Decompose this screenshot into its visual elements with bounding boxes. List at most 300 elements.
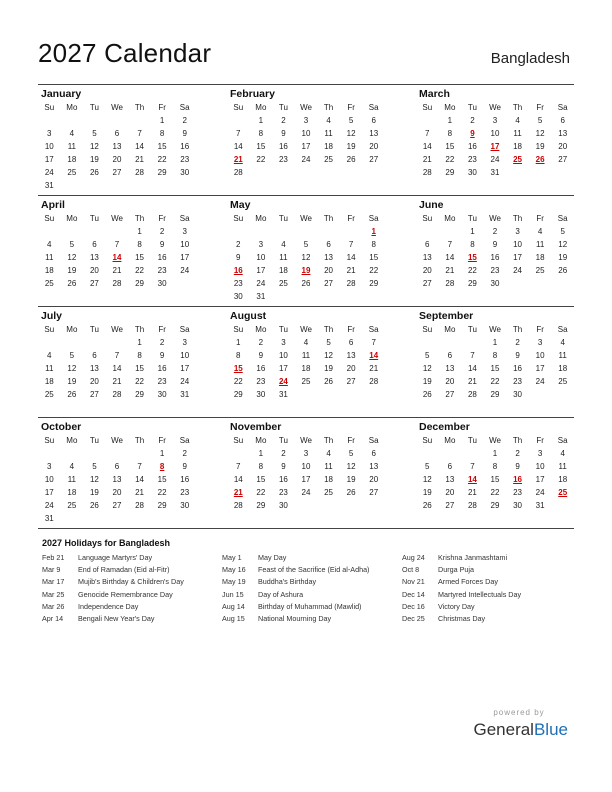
week-row (416, 473, 574, 486)
day-cell: 27 (369, 155, 379, 164)
holiday-date: Dec 25 (402, 613, 425, 623)
day-cell: 1 (447, 116, 453, 125)
day-cell: 7 (470, 462, 475, 471)
day-cell: 26 (324, 377, 334, 386)
day-cell: 14 (233, 142, 243, 151)
day-cell: 23 (157, 377, 167, 386)
day-cell: 9 (281, 129, 286, 138)
month-december (416, 420, 574, 528)
day-cell: 19 (346, 475, 356, 484)
day-cell: 18 (558, 364, 568, 373)
day-cell: 19 (535, 142, 545, 151)
week-row (38, 225, 196, 238)
day-cell: 20 (445, 488, 455, 497)
weekday-header (227, 101, 385, 114)
day-cell: 21 (467, 377, 477, 386)
day-cell: 5 (326, 338, 331, 347)
day-cell: 18 (301, 364, 311, 373)
empty-cell (250, 166, 273, 179)
day-cell: 4 (515, 116, 520, 125)
weekday-header (416, 434, 574, 447)
day-cell: 27 (422, 279, 432, 288)
empty-cell (272, 225, 295, 238)
holiday-date: Jun 15 (222, 589, 244, 599)
day-cell: 10 (44, 142, 54, 151)
day-cell: 4 (326, 116, 331, 125)
day-cell: 19 (558, 253, 568, 262)
day-cell: 2 (515, 338, 520, 347)
day-cell: 3 (182, 227, 187, 236)
day-cell: 12 (558, 240, 568, 249)
day-cell: 21 (467, 488, 477, 497)
empty-cell (106, 512, 129, 525)
day-cell: 10 (535, 351, 545, 360)
holiday-name: Durga Puja (438, 565, 474, 575)
day-cell: 4 (537, 227, 543, 236)
day-cell: 23 (490, 266, 500, 275)
day-cell: 22 (233, 377, 243, 386)
day-cell: 1 (236, 338, 241, 347)
weekday-label: Fr (536, 436, 544, 445)
day-cell: 10 (513, 240, 523, 249)
day-cell: 7 (114, 351, 120, 360)
day-cell: 19 (67, 377, 77, 386)
day-cell: 2 (159, 338, 165, 347)
day-cell: 8 (159, 129, 165, 138)
day-cell: 29 (490, 501, 500, 510)
day-cell: 28 (445, 279, 455, 288)
country-name: Bangladesh (490, 50, 570, 67)
day-cell: 22 (467, 266, 477, 275)
weekday-header (38, 212, 196, 225)
month-name: January (41, 88, 82, 100)
weekday-label: Mo (66, 214, 78, 223)
weekday-label: Sa (557, 436, 568, 445)
day-cell: 28 (233, 501, 243, 510)
holiday-item (402, 601, 582, 613)
day-cell: 16 (157, 253, 167, 262)
day-cell: 3 (492, 116, 498, 125)
holiday-name: Victory Day (438, 601, 475, 611)
day-cell: 6 (92, 240, 97, 249)
day-cell: 4 (47, 351, 52, 360)
day-cell: 18 (67, 488, 77, 497)
holiday-name: Mujib's Birthday & Children's Day (78, 577, 184, 587)
day-cell: 5 (425, 351, 430, 360)
day-cell: 29 (135, 279, 145, 288)
day-cell: 26 (89, 501, 99, 510)
day-cell: 19 (422, 488, 432, 497)
day-cell: 31 (256, 292, 266, 301)
weekday-label: Mo (444, 325, 456, 334)
day-cell: 31 (180, 390, 190, 399)
holiday-date: Aug 14 (222, 601, 245, 611)
holiday-list (42, 552, 582, 625)
holidays-title: 2027 Holidays for Bangladesh (42, 538, 171, 548)
empty-cell (61, 447, 84, 460)
day-cell: 25 (513, 155, 523, 164)
day-cell: 5 (348, 116, 354, 125)
day-cell: 18 (558, 475, 568, 484)
day-cell: 29 (157, 501, 167, 510)
day-cell: 24 (490, 155, 500, 164)
day-cell: 17 (44, 488, 54, 497)
day-cell: 13 (445, 475, 455, 484)
empty-cell (83, 447, 106, 460)
generalblue-logo[interactable] (473, 720, 568, 740)
day-cell: 5 (69, 351, 75, 360)
day-cell: 22 (256, 488, 266, 497)
holiday-name: Armed Forces Day (438, 577, 498, 587)
week-row (416, 277, 574, 290)
week-row (416, 153, 574, 166)
day-cell: 30 (157, 390, 167, 399)
day-cell: 21 (135, 155, 145, 164)
day-cell: 14 (445, 253, 455, 262)
weekday-header (38, 323, 196, 336)
day-cell: 28 (233, 168, 243, 177)
day-cell: 29 (256, 501, 266, 510)
month-january (38, 87, 196, 195)
holiday-item (402, 564, 582, 576)
empty-cell (83, 225, 106, 238)
week-row (227, 225, 385, 238)
day-cell: 22 (256, 155, 266, 164)
day-cell: 15 (233, 364, 243, 373)
weekday-label: Su (422, 436, 433, 445)
day-cell: 6 (114, 462, 120, 471)
day-cell: 3 (47, 129, 52, 138)
day-cell: 7 (447, 240, 453, 249)
month-october (38, 420, 196, 528)
weekday-label: Tu (278, 214, 288, 223)
week-row (38, 251, 196, 264)
weekday-label: Th (512, 325, 523, 334)
day-cell: 21 (346, 266, 356, 275)
day-cell: 20 (422, 266, 432, 275)
day-cell: 31 (535, 501, 545, 510)
day-cell: 11 (513, 129, 522, 138)
day-cell: 8 (258, 462, 264, 471)
day-cell: 10 (535, 462, 545, 471)
month-name: July (41, 310, 63, 322)
day-cell: 14 (467, 364, 477, 373)
day-cell: 7 (236, 462, 241, 471)
day-cell: 14 (112, 253, 122, 262)
weekday-label: Fr (536, 325, 544, 334)
weekday-header (416, 212, 574, 225)
month-july (38, 309, 196, 417)
week-row (38, 336, 196, 349)
week-row (227, 153, 385, 166)
day-cell: 18 (513, 142, 523, 151)
week-row (38, 140, 196, 153)
week-row (38, 153, 196, 166)
day-cell: 6 (371, 449, 376, 458)
month-name: December (419, 421, 470, 433)
holiday-name: End of Ramadan (Eid al-Fitr) (78, 565, 170, 575)
week-row (38, 388, 196, 401)
day-cell: 24 (513, 266, 523, 275)
day-cell: 5 (69, 240, 75, 249)
day-cell: 4 (281, 240, 286, 249)
empty-cell (529, 388, 552, 401)
day-cell: 25 (324, 488, 334, 497)
day-cell: 9 (159, 351, 165, 360)
day-cell: 9 (182, 129, 187, 138)
day-cell: 22 (157, 155, 167, 164)
weekday-label: Su (44, 325, 55, 334)
day-cell: 18 (324, 142, 334, 151)
weekday-label: Fr (536, 103, 544, 112)
weekday-label: Fr (347, 214, 355, 223)
holiday-name: National Mourning Day (258, 613, 332, 623)
week-row (416, 499, 574, 512)
empty-cell (416, 336, 439, 349)
day-cell: 24 (535, 488, 545, 497)
holiday-name: Krishna Janmashtami (438, 553, 508, 562)
month-march (416, 87, 574, 195)
quarter-row (38, 306, 574, 417)
empty-cell (38, 447, 61, 460)
weekday-label: Tu (89, 214, 99, 223)
holiday-date: Oct 8 (402, 565, 420, 575)
day-cell: 30 (467, 168, 477, 177)
day-cell: 23 (467, 155, 477, 164)
empty-cell (151, 512, 174, 525)
day-cell: 30 (490, 279, 500, 288)
day-cell: 26 (67, 390, 77, 399)
day-cell: 8 (159, 462, 165, 471)
day-cell: 13 (112, 475, 122, 484)
day-cell: 1 (137, 338, 142, 347)
day-cell: 2 (236, 240, 241, 249)
weekday-label: Fr (158, 436, 166, 445)
weekday-label: Th (323, 214, 334, 223)
day-cell: 16 (157, 364, 167, 373)
day-cell: 25 (324, 155, 334, 164)
week-row (38, 375, 196, 388)
weekday-label: Su (44, 436, 55, 445)
week-row (38, 512, 196, 525)
empty-cell (83, 179, 106, 192)
month-name: November (230, 421, 282, 433)
day-cell: 17 (513, 253, 523, 262)
empty-cell (439, 447, 462, 460)
day-cell: 14 (346, 253, 356, 262)
day-cell: 3 (303, 116, 309, 125)
day-cell: 5 (425, 462, 430, 471)
empty-cell (506, 277, 529, 290)
day-cell: 18 (67, 155, 77, 164)
weekday-header (227, 323, 385, 336)
week-row (416, 460, 574, 473)
day-cell: 21 (445, 266, 455, 275)
weekday-label: Th (512, 214, 523, 223)
week-row (227, 447, 385, 460)
day-cell: 23 (256, 377, 266, 386)
day-cell: 1 (470, 227, 475, 236)
day-cell: 22 (490, 488, 500, 497)
holiday-name: Day of Ashura (258, 589, 304, 599)
weekday-label: Su (233, 325, 244, 334)
day-cell: 15 (490, 475, 500, 484)
day-cell: 11 (67, 475, 76, 484)
week-row (227, 349, 385, 362)
day-cell: 6 (425, 240, 430, 249)
week-row (227, 290, 385, 303)
weekday-label: Tu (89, 436, 99, 445)
day-cell: 12 (89, 475, 99, 484)
day-cell: 8 (258, 129, 264, 138)
weekday-label: We (300, 214, 312, 223)
day-cell: 26 (89, 168, 99, 177)
day-cell: 13 (445, 364, 455, 373)
week-row (38, 486, 196, 499)
week-row (227, 486, 385, 499)
day-cell: 8 (371, 240, 376, 249)
week-row (38, 460, 196, 473)
weekday-label: Th (134, 214, 145, 223)
day-cell: 1 (258, 116, 264, 125)
weekday-label: Th (134, 436, 145, 445)
day-cell: 22 (445, 155, 455, 164)
holiday-item (42, 613, 222, 625)
weekday-label: Sa (557, 325, 568, 334)
month-name: August (230, 310, 267, 322)
weekday-label: We (489, 325, 501, 334)
day-cell: 28 (369, 377, 379, 386)
holiday-date: Mar 9 (42, 565, 61, 575)
holiday-date: Feb 21 (42, 553, 65, 562)
month-may (227, 198, 385, 306)
week-row (416, 362, 574, 375)
day-cell: 25 (67, 501, 77, 510)
holiday-date: Nov 21 (402, 577, 425, 587)
empty-cell (416, 114, 439, 127)
week-row (227, 460, 385, 473)
holiday-item (402, 589, 582, 601)
empty-cell (128, 512, 151, 525)
day-cell: 29 (467, 279, 477, 288)
empty-cell (551, 277, 574, 290)
day-cell: 23 (157, 266, 167, 275)
week-row (227, 114, 385, 127)
weekday-label: Tu (278, 325, 288, 334)
empty-cell (83, 114, 106, 127)
weekday-label: Sa (557, 103, 568, 112)
day-cell: 28 (467, 390, 477, 399)
day-cell: 17 (278, 364, 288, 373)
day-cell: 26 (422, 390, 432, 399)
week-row (38, 166, 196, 179)
empty-cell (340, 388, 363, 401)
quarter-row (38, 84, 574, 195)
day-cell: 27 (445, 501, 455, 510)
day-cell: 10 (256, 253, 266, 262)
week-row (416, 336, 574, 349)
day-cell: 5 (537, 116, 543, 125)
day-cell: 24 (44, 501, 54, 510)
weekday-label: Tu (89, 103, 99, 112)
day-cell: 13 (89, 364, 99, 373)
empty-cell (61, 512, 84, 525)
empty-cell (340, 499, 363, 512)
holiday-name: Language Martyrs' Day (78, 553, 153, 562)
day-cell: 16 (513, 475, 523, 484)
week-row (227, 375, 385, 388)
week-row (227, 238, 385, 251)
day-cell: 23 (278, 155, 288, 164)
day-cell: 27 (369, 488, 379, 497)
weekday-header (416, 323, 574, 336)
day-cell: 8 (470, 240, 475, 249)
day-cell: 9 (515, 462, 520, 471)
day-cell: 26 (346, 155, 356, 164)
week-row (416, 486, 574, 499)
empty-cell (317, 225, 340, 238)
day-cell: 7 (371, 338, 376, 347)
week-row (38, 447, 196, 460)
week-row (416, 127, 574, 140)
weekday-label: We (111, 436, 123, 445)
month-september (416, 309, 574, 417)
day-cell: 30 (180, 168, 190, 177)
weekday-label: Tu (278, 103, 288, 112)
day-cell: 18 (44, 377, 54, 386)
holiday-date: Dec 14 (402, 589, 425, 599)
weekday-header (416, 101, 574, 114)
day-cell: 24 (301, 155, 311, 164)
empty-cell (128, 114, 151, 127)
weekday-header (227, 434, 385, 447)
weekday-label: Mo (66, 103, 78, 112)
weekday-label: Sa (179, 436, 190, 445)
empty-cell (61, 336, 84, 349)
month-june (416, 198, 574, 306)
day-cell: 26 (67, 279, 77, 288)
weekday-label: Mo (255, 214, 267, 223)
day-cell: 12 (422, 475, 432, 484)
day-cell: 29 (445, 168, 455, 177)
week-row (227, 336, 385, 349)
weekday-label: Th (134, 103, 145, 112)
day-cell: 16 (467, 142, 477, 151)
weekday-label: Tu (278, 436, 288, 445)
weekday-label: Su (422, 214, 433, 223)
day-cell: 1 (492, 449, 498, 458)
weekday-label: We (489, 436, 501, 445)
year-grid (38, 84, 574, 529)
weekday-label: Mo (255, 325, 267, 334)
day-cell: 15 (467, 253, 477, 262)
day-cell: 6 (348, 338, 354, 347)
empty-cell (295, 225, 318, 238)
holiday-name: Martyred Intellectuals Day (438, 589, 522, 599)
bottom-rule (38, 528, 574, 529)
day-cell: 21 (233, 488, 243, 497)
day-cell: 7 (470, 351, 475, 360)
empty-cell (38, 225, 61, 238)
day-cell: 9 (182, 462, 187, 471)
weekday-label: Sa (368, 436, 379, 445)
empty-cell (128, 447, 151, 460)
quarter-row (38, 417, 574, 528)
holiday-item (222, 552, 402, 564)
holiday-item (402, 552, 582, 564)
day-cell: 13 (89, 253, 99, 262)
day-cell: 14 (233, 475, 243, 484)
